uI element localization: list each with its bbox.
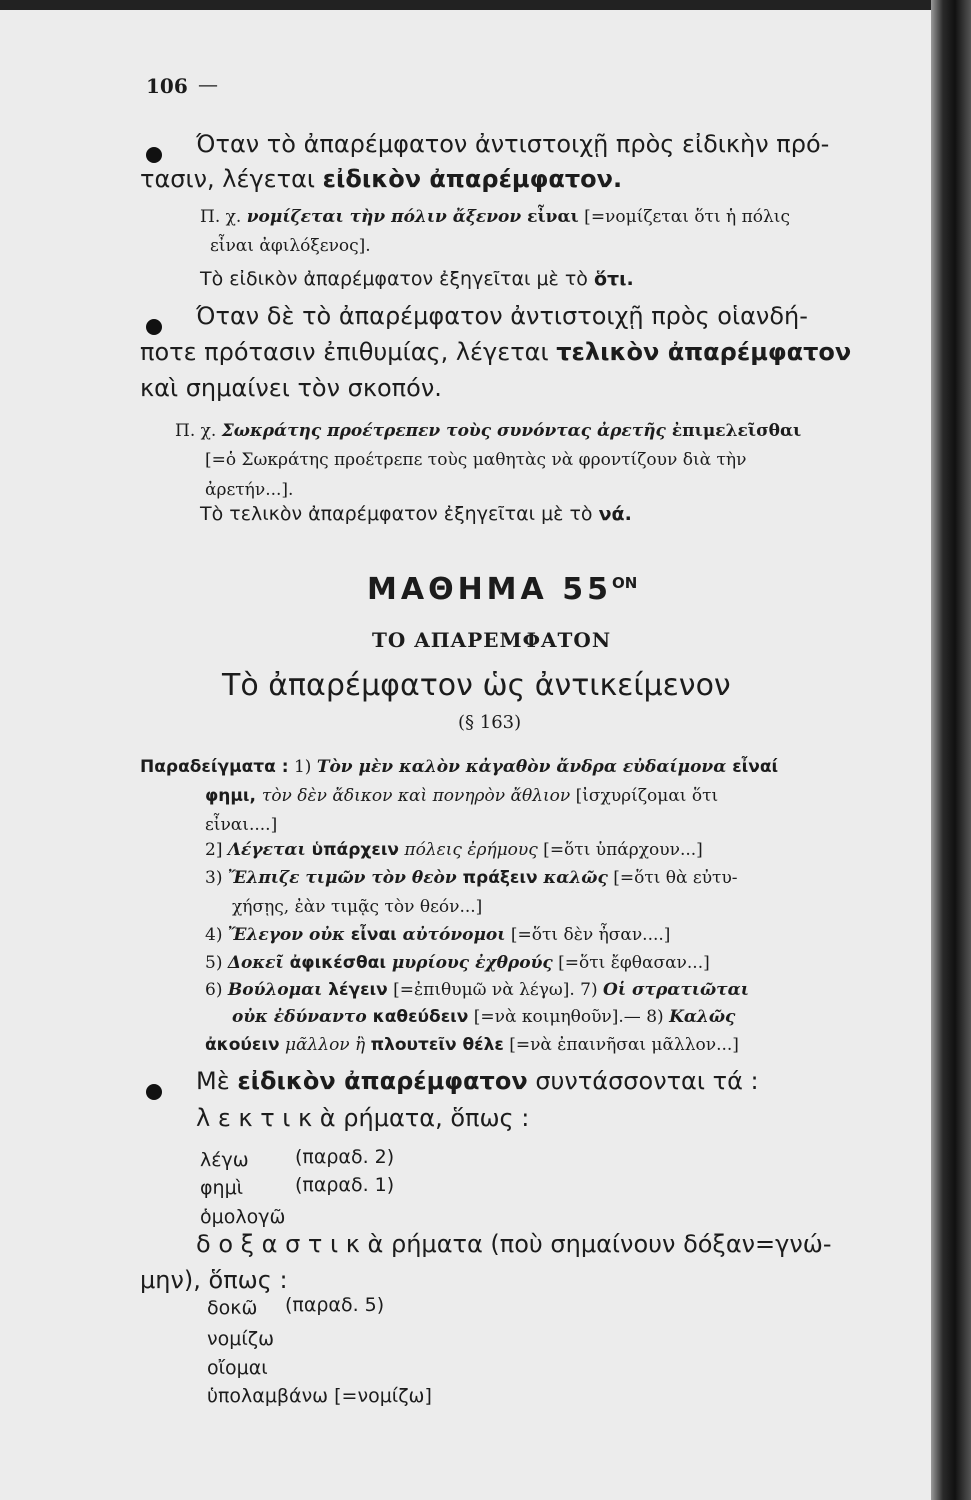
example-4: 4) Ἔλεγον οὐκ εἶναι αὐτόνομοι [=ὅτι δὲν ἦσαν....]	[205, 925, 671, 945]
verb-oiomai: οἴομαι	[207, 1357, 268, 1379]
sec3-line2: λ ε κ τ ι κ ὰ ρήματα, ὅπως :	[196, 1104, 530, 1132]
sec1-note: Τὸ εἰδικὸν ἀπαρέμφατον ἐξηγεῖται μὲ τὸ ὅτι.	[200, 268, 634, 290]
book-spine-edge	[931, 0, 971, 1500]
verb-nomizo: νομίζω	[207, 1328, 275, 1350]
verb-lego-ref: (παραδ. 2)	[295, 1146, 395, 1168]
sec1-example-line1: Π. χ. νομίζεται τὴν πόλιν ἄξενον εἶναι [=νομίζεται ὅτι ἡ πόλις	[200, 207, 790, 227]
sec2-line1: Όταν δὲ τὸ ἀπαρέμφατον ἀντιστοιχῇ πρὸς οἱανδή-	[196, 302, 808, 330]
page-top-edge	[0, 0, 971, 10]
lesson-title: ΜΑΘΗΜΑ $55^{ON}$	[367, 572, 638, 607]
example-6: 6) Βούλομαι λέγειν [=ἐπιθυμῶ νὰ λέγω]. 7) Οἱ στρατιῶται	[205, 980, 749, 1000]
verb-fimi: φημὶ	[200, 1177, 244, 1199]
examples-line2: φημι, τὸν δὲν ἄδικον καὶ πονηρὸν ἄθλιον [ἰσχυρίζομαι ὅτι	[205, 786, 719, 806]
sec2-example-line2: [=ὁ Σωκράτης προέτρεπε τοὺς μαθητὰς νὰ φροντίζουν διὰ τὴν	[205, 450, 747, 470]
sec2-example-line1: Π. χ. Σωκράτης προέτρεπεν τοὺς συνόντας ἀρετῆς ἐπιμελεῖσθαι	[175, 421, 802, 441]
lesson-subtitle: ΤΟ ΑΠΑΡΕΜΦΑΤΟΝ	[372, 628, 612, 652]
header-dash: —	[198, 72, 218, 96]
example-8: ἀκούειν μᾶλλον ἢ πλουτεῖν θέλε [=νὰ ἐπαινῆσαι μᾶλλον...]	[205, 1035, 739, 1055]
lesson-heading: Τὸ ἀπαρέμφατον ὡς ἀντικείμενον	[222, 668, 731, 703]
example-5: 5) Δοκεῖ ἀφικέσθαι μυρίους ἐχθρούς [=ὅτι ἔφθασαν...]	[205, 953, 710, 973]
page-number: 106	[146, 74, 188, 98]
examples-line1: Παραδείγματα : 1) Τὸν μὲν καλὸν κἀγαθὸν ἄνδρα εὐδαίμονα εἶναί	[140, 757, 779, 777]
sec1-line1: Όταν τὸ ἀπαρέμφατον ἀντιστοιχῇ πρὸς εἰδικὴν πρό-	[196, 130, 830, 158]
sec2-example-line3: ἀρετήν...].	[205, 480, 294, 500]
examples-line3: εἶναι....]	[205, 815, 278, 835]
sec2-note: Τὸ τελικὸν ἀπαρέμφατον ἐξηγεῖται μὲ τὸ νά.	[200, 503, 632, 525]
sec1-line2: τασιν, λέγεται εἰδικὸν ἀπαρέμφατον.	[140, 165, 623, 193]
sec3-line1: Μὲ εἰδικὸν ἀπαρέμφατον συντάσσονται τά :	[196, 1067, 759, 1095]
sec2-line2: ποτε πρότασιν ἐπιθυμίας, λέγεται τελικὸν ἀπαρέμφατον	[140, 338, 852, 366]
verb-doko-ref: (παραδ. 5)	[285, 1294, 385, 1316]
verb-fimi-ref: (παραδ. 1)	[295, 1174, 395, 1196]
sec3-line4: μην), ὅπως :	[140, 1266, 288, 1294]
verb-doko: δοκῶ	[207, 1297, 258, 1319]
verb-ypolamvano: ὑπολαμβάνω [=νομίζω]	[207, 1385, 432, 1407]
sec3-line3: δ ο ξ α σ τ ι κ ὰ ρήματα (ποὺ σημαίνουν δόξαν=γνώ-	[196, 1230, 832, 1258]
verb-omologo: ὁμολογῶ	[200, 1206, 286, 1228]
sec2-line3: καὶ σημαίνει τὸν σκοπόν.	[140, 374, 442, 402]
bullet-icon	[146, 1084, 162, 1100]
example-2: 2] Λέγεται ὑπάρχειν πόλεις ἐρήμους [=ὅτι ὑπάρχουν...]	[205, 840, 703, 860]
sec1-example-line2: εἶναι ἀφιλόξενος].	[210, 236, 371, 256]
example-3-cont: χήσῃς, ἐὰν τιμᾷς τὸν θεόν...]	[232, 897, 483, 917]
example-3: 3) Ἔλπιζε τιμῶν τὸν θεὸν πράξειν καλῶς [=ὅτι θὰ εὐτυ-	[205, 868, 738, 888]
verb-lego: λέγω	[200, 1149, 249, 1171]
section-ref: (§ 163)	[458, 712, 522, 733]
bullet-icon	[146, 319, 162, 335]
example-7: οὐκ ἐδύναντο καθεύδειν [=νὰ κοιμηθοῦν].— 8) Καλῶς	[232, 1007, 736, 1027]
bullet-icon	[146, 147, 162, 163]
